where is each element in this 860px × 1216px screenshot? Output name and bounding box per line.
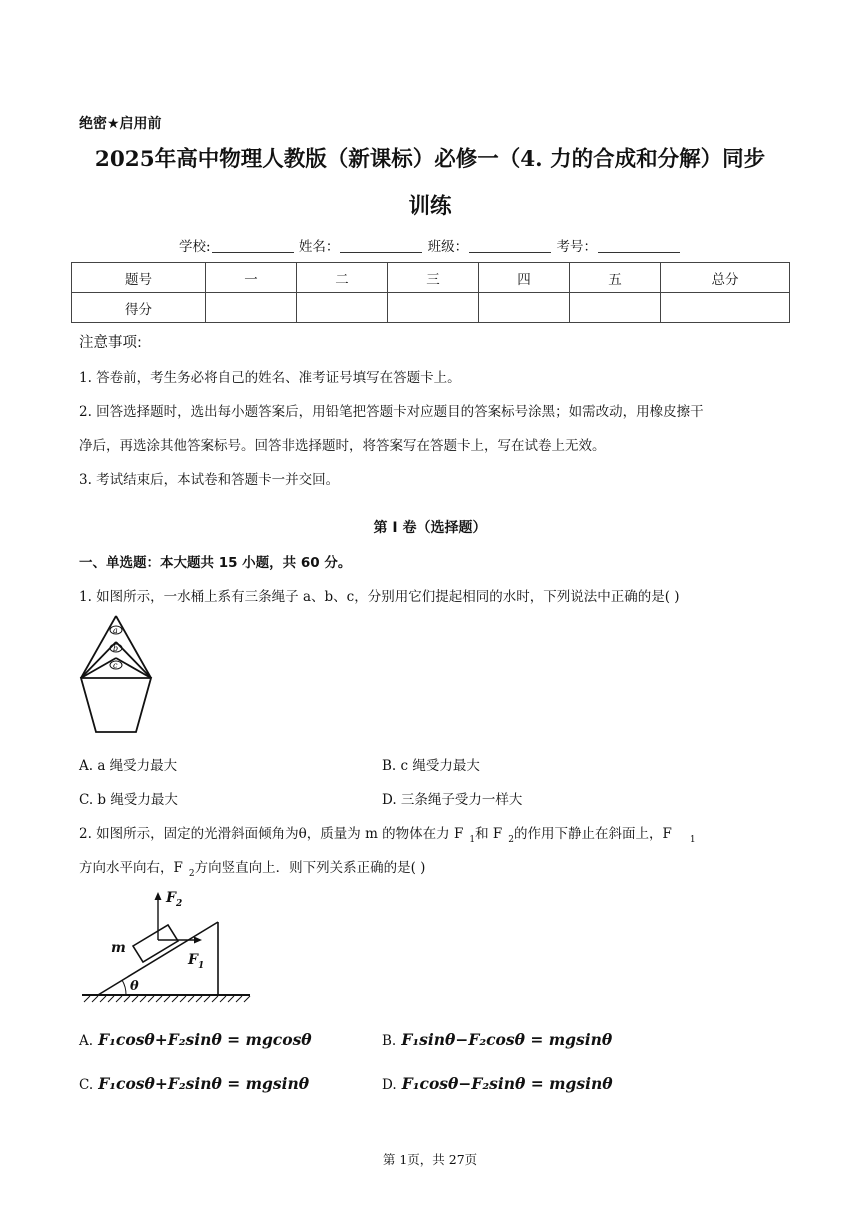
name-label: 姓名： bbox=[298, 239, 340, 255]
student-info-line bbox=[0, 235, 860, 255]
figure-label-b: b bbox=[113, 644, 119, 653]
score-table-cell: 总分 bbox=[661, 263, 790, 293]
score-input-cell[interactable] bbox=[661, 293, 790, 323]
name-blank[interactable] bbox=[340, 240, 422, 253]
exam-no-label: 考号： bbox=[556, 239, 597, 255]
figure-label-c: c bbox=[113, 661, 118, 670]
incline-figure bbox=[78, 882, 254, 1004]
q1-option-b[interactable]: B. c 绳受力最大 bbox=[382, 758, 480, 774]
q2-subscript: 1 bbox=[689, 835, 696, 845]
score-table bbox=[71, 262, 790, 323]
score-table-cell: 一 bbox=[206, 263, 297, 293]
q2-option-a-formula: F₁cosθ+F₂sinθ = mgcosθ bbox=[98, 1030, 312, 1049]
confidential-mark: 绝密★启用前 bbox=[79, 116, 162, 132]
force-label-f2: F bbox=[166, 890, 176, 906]
force-label-f2-sub: 2 bbox=[176, 899, 183, 909]
class-blank[interactable] bbox=[469, 240, 551, 253]
q2-option-b[interactable] bbox=[382, 1030, 612, 1049]
q2-text-part: 和 F bbox=[475, 826, 503, 842]
angle-label: θ bbox=[130, 979, 139, 994]
score-table-cell: 二 bbox=[297, 263, 388, 293]
q2-text-part: 2. 如图所示，固定的光滑斜面倾角为θ，质量为 m 的物体在力 F bbox=[79, 826, 464, 842]
school-blank[interactable] bbox=[212, 240, 294, 253]
q2-option-d[interactable] bbox=[382, 1074, 613, 1093]
section-part-title: 第 I 卷（选择题） bbox=[373, 520, 487, 536]
q2-option-b-label: B. bbox=[382, 1033, 397, 1049]
q2-text-part: 的作用下静止在斜面上，F bbox=[513, 826, 672, 842]
notice-item-3: 3. 考试结束后，本试卷和答题卡一并交回。 bbox=[79, 472, 340, 488]
notice-item-2-cont: 净后，再选涂其他答案标号。回答非选择题时，将答案写在答题卡上，写在试卷上无效。 bbox=[79, 438, 606, 454]
q2-option-d-label: D. bbox=[382, 1077, 397, 1093]
figure-label-a: a bbox=[113, 626, 118, 635]
section-heading: 一、单选题：本大题共 15 小题，共 60 分。 bbox=[79, 555, 352, 571]
q1-option-d[interactable]: D. 三条绳子受力一样大 bbox=[382, 792, 523, 808]
score-input-cell[interactable] bbox=[570, 293, 661, 323]
notice-item-1: 1. 答卷前，考生务必将自己的姓名、准考证号填写在答题卡上。 bbox=[79, 370, 461, 386]
notice-heading: 注意事项: bbox=[79, 335, 142, 351]
page-title-line2: 训练 bbox=[408, 194, 452, 219]
score-input-cell[interactable] bbox=[297, 293, 388, 323]
question-2-line2 bbox=[79, 856, 789, 879]
q1-option-a[interactable]: A. a 绳受力最大 bbox=[79, 758, 178, 774]
score-table-cell: 四 bbox=[479, 263, 570, 293]
school-label: 学校: bbox=[179, 239, 211, 255]
score-table-header-row bbox=[72, 263, 790, 293]
score-table-cell: 五 bbox=[570, 263, 661, 293]
q2-option-b-formula: F₁sinθ−F₂cosθ = mgsinθ bbox=[401, 1030, 613, 1049]
score-input-cell[interactable] bbox=[206, 293, 297, 323]
question-1-text: 1. 如图所示，一水桶上系有三条绳子 a、b、c，分别用它们提起相同的水时，下列说法中正确的是( ) bbox=[79, 589, 680, 605]
q2-subscript: 2 bbox=[188, 869, 195, 879]
mass-label: m bbox=[111, 940, 126, 956]
notice-item-2: 2. 回答选择题时，选出每小题答案后，用铅笔把答题卡对应题目的答案标号涂黑；如需改动，用橡皮擦干 bbox=[79, 404, 704, 420]
q2-subscript: 2 bbox=[508, 835, 514, 845]
page-footer: 第 1页，共 27页 bbox=[382, 1152, 478, 1167]
score-table-cell: 题号 bbox=[72, 263, 206, 293]
q2-option-c-label: C. bbox=[79, 1077, 94, 1093]
force-label-f1-sub: 1 bbox=[198, 961, 205, 971]
q2-option-d-formula: F₁cosθ−F₂sinθ = mgsinθ bbox=[401, 1074, 613, 1093]
q2-option-a-label: A. bbox=[79, 1033, 94, 1049]
q1-option-c[interactable]: C. b 绳受力最大 bbox=[79, 792, 178, 808]
q2-option-c[interactable] bbox=[79, 1074, 309, 1093]
question-2-line1 bbox=[79, 822, 789, 845]
score-table-score-row bbox=[72, 293, 790, 323]
exam-no-blank[interactable] bbox=[598, 240, 680, 253]
q2-text-part: 方向竖直向上．则下列关系正确的是( ) bbox=[194, 860, 426, 876]
q2-option-a[interactable] bbox=[79, 1030, 312, 1049]
q2-option-c-formula: F₁cosθ+F₂sinθ = mgsinθ bbox=[98, 1074, 310, 1093]
score-table-cell: 三 bbox=[388, 263, 479, 293]
score-table-cell: 得分 bbox=[72, 293, 206, 323]
score-input-cell[interactable] bbox=[388, 293, 479, 323]
page-title-line1: 2025年高中物理人教版（新课标）必修一（4. 力的合成和分解）同步 bbox=[94, 147, 766, 172]
bucket-figure bbox=[78, 612, 154, 738]
q2-subscript: 1 bbox=[469, 835, 476, 845]
q2-text-part: 方向水平向右，F bbox=[79, 860, 183, 876]
score-input-cell[interactable] bbox=[479, 293, 570, 323]
class-label: 班级： bbox=[427, 239, 469, 255]
force-label-f1: F bbox=[188, 952, 198, 968]
